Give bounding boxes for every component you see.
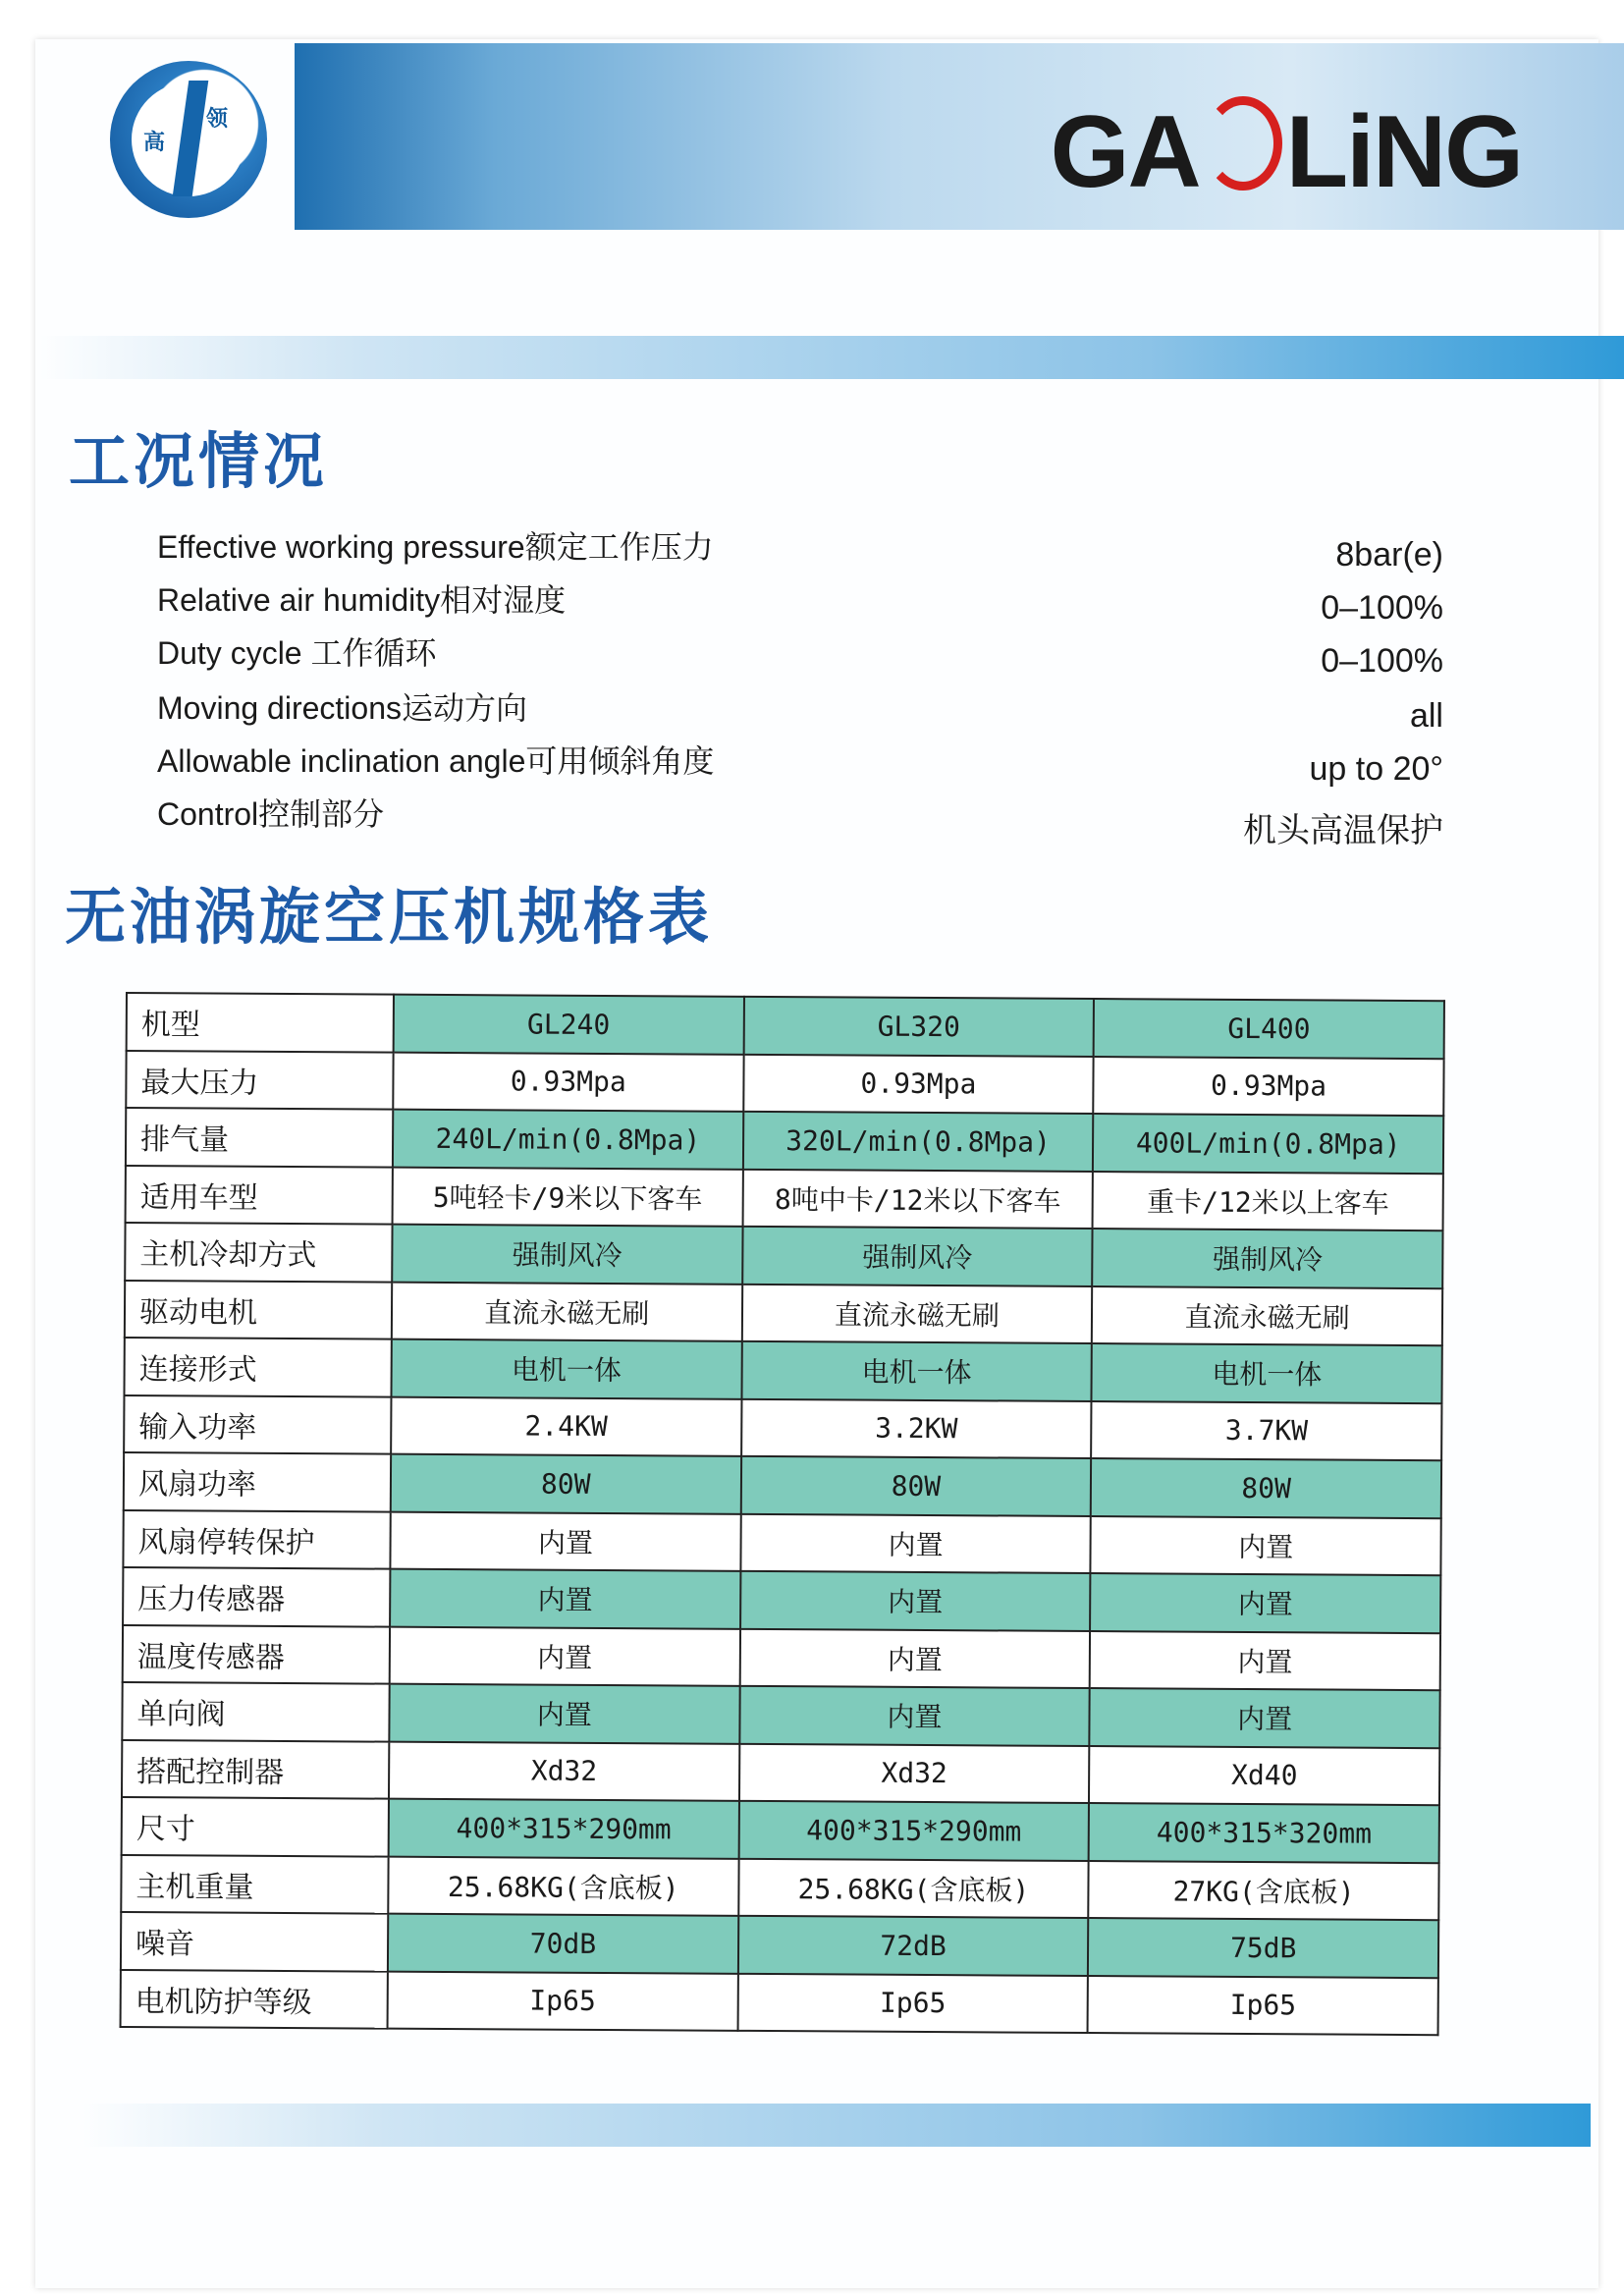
- spec-row-label: 输入功率: [124, 1394, 391, 1453]
- spec-row-label: 驱动电机: [125, 1281, 392, 1339]
- spec-cell: 直流永磁无刷: [392, 1282, 742, 1341]
- condition-label: Allowable inclination angle可用倾斜角度: [157, 743, 715, 779]
- spec-cell: 240L/min(0.8Mpa): [393, 1110, 743, 1170]
- spec-cell: 70dB: [388, 1914, 738, 1974]
- spec-cell: 3.2KW: [741, 1398, 1092, 1458]
- logo-char-ling: 领: [206, 106, 229, 132]
- spec-cell: 内置: [389, 1684, 739, 1744]
- spec-row: [124, 1394, 1441, 1460]
- spec-row-label: 排气量: [126, 1108, 393, 1167]
- condition-value: 8bar(e): [1335, 536, 1443, 574]
- spec-row-label: 搭配控制器: [122, 1739, 389, 1798]
- spec-row: [127, 993, 1444, 1059]
- spec-row: [121, 1854, 1438, 1920]
- spec-cell: 27KG(含底板): [1089, 1861, 1439, 1921]
- bottom-stripe: [82, 2104, 1591, 2147]
- spec-cell: 内置: [740, 1513, 1091, 1573]
- spec-cell: Xd32: [389, 1741, 739, 1801]
- spec-cell: 直流永磁无刷: [741, 1284, 1092, 1343]
- spec-row: [126, 1051, 1443, 1117]
- spec-cell: 直流永磁无刷: [1092, 1286, 1442, 1346]
- spec-cell: 320L/min(0.8Mpa): [743, 1112, 1094, 1172]
- spec-cell: 0.93Mpa: [393, 1052, 743, 1112]
- condition-row: [157, 784, 1443, 849]
- spec-cell: Ip65: [388, 1971, 738, 2031]
- spec-cell: GL320: [743, 997, 1094, 1057]
- spec-cell: 内置: [739, 1628, 1090, 1688]
- spec-row-label: 风扇停转保护: [123, 1509, 390, 1568]
- spec-row-label: 单向阀: [122, 1682, 389, 1741]
- spec-row-label: 机型: [127, 993, 394, 1052]
- spec-row: [123, 1567, 1440, 1633]
- logo-char-gao: 高: [143, 130, 166, 155]
- spec-row: [124, 1338, 1441, 1403]
- spec-row-label: 主机重量: [121, 1854, 388, 1913]
- spec-row-label: 噪音: [121, 1912, 388, 1971]
- spec-cell: 25.68KG(含底板): [388, 1856, 738, 1916]
- spec-cell: 2.4KW: [391, 1396, 741, 1456]
- spec-table: [120, 992, 1445, 2036]
- spec-row-label: 适用车型: [126, 1166, 393, 1225]
- top-stripe: [39, 336, 1624, 379]
- spec-row: [121, 1969, 1438, 2035]
- spec-cell: 重卡/12米以上客车: [1093, 1172, 1443, 1231]
- spec-row: [122, 1739, 1439, 1805]
- spec-row: [123, 1624, 1440, 1690]
- spec-row: [126, 1166, 1443, 1231]
- spec-row: [122, 1797, 1439, 1863]
- spec-cell: 72dB: [738, 1916, 1089, 1976]
- condition-row: [157, 623, 1443, 680]
- spec-cell: Ip65: [1088, 1976, 1438, 2036]
- condition-value: 0–100%: [1321, 642, 1443, 680]
- spec-cell: 3.7KW: [1091, 1401, 1441, 1461]
- spec-cell: 强制风冷: [1093, 1229, 1443, 1288]
- condition-label: Control控制部分: [157, 796, 385, 832]
- brand-part-1: GA: [1050, 95, 1200, 209]
- spec-cell: GL400: [1094, 999, 1444, 1059]
- spec-row-label: 压力传感器: [123, 1567, 390, 1626]
- spec-row-label: 最大压力: [126, 1051, 393, 1110]
- spec-row: [121, 1912, 1438, 1978]
- condition-row: [157, 517, 1443, 574]
- spec-cell: 80W: [740, 1456, 1091, 1516]
- spec-cell: 5吨轻卡/9米以下客车: [393, 1167, 743, 1227]
- condition-label: Relative air humidity相对湿度: [157, 582, 567, 618]
- spec-cell: Xd40: [1089, 1746, 1439, 1806]
- spec-row: [125, 1281, 1442, 1346]
- spec-cell: 内置: [1090, 1688, 1440, 1748]
- spec-cell: 内置: [390, 1569, 740, 1629]
- spec-cell: 内置: [390, 1511, 740, 1571]
- condition-value: 机头高温保护: [1243, 812, 1443, 849]
- spec-cell: 电机一体: [391, 1339, 741, 1399]
- spec-row-label: 风扇功率: [124, 1452, 391, 1511]
- spec-row-label: 电机防护等级: [121, 1969, 388, 2028]
- spec-row-label: 连接形式: [124, 1338, 391, 1396]
- condition-row: [157, 678, 1443, 735]
- spec-row: [126, 1108, 1443, 1174]
- spec-cell: 0.93Mpa: [1094, 1057, 1444, 1117]
- spec-cell: 400*315*320mm: [1089, 1803, 1439, 1863]
- spec-row-label: 尺寸: [122, 1797, 389, 1856]
- spec-row: [122, 1682, 1439, 1748]
- spec-cell: 0.93Mpa: [743, 1054, 1094, 1114]
- spec-cell: 400*315*290mm: [389, 1799, 739, 1859]
- spec-cell: 电机一体: [1092, 1343, 1442, 1403]
- spec-cell: 电机一体: [741, 1341, 1092, 1401]
- spec-cell: Ip65: [737, 1973, 1088, 2033]
- spec-cell: 内置: [390, 1626, 740, 1686]
- spec-cell: 80W: [1091, 1458, 1441, 1518]
- condition-value: 0–100%: [1321, 589, 1443, 627]
- brand-wordmark: [1050, 95, 1522, 209]
- condition-value: all: [1409, 697, 1443, 735]
- spec-cell: 80W: [391, 1454, 741, 1514]
- spec-cell: 400*315*290mm: [738, 1801, 1089, 1861]
- spec-row: [123, 1509, 1440, 1575]
- spec-cell: 内置: [1090, 1573, 1440, 1633]
- condition-value: up to 20°: [1309, 750, 1443, 788]
- spec-cell: 400L/min(0.8Mpa): [1093, 1114, 1443, 1174]
- brand-part-2: LiNG: [1285, 95, 1522, 209]
- spec-row: [124, 1452, 1441, 1518]
- condition-label: Duty cycle 工作循环: [157, 635, 437, 671]
- spec-row-label: 温度传感器: [123, 1624, 390, 1683]
- spec-cell: 内置: [1091, 1516, 1441, 1576]
- spec-cell: 8吨中卡/12米以下客车: [742, 1169, 1093, 1229]
- spec-cell: GL240: [394, 995, 744, 1055]
- spec-row-label: 主机冷却方式: [125, 1223, 392, 1282]
- spec-cell: 内置: [739, 1686, 1090, 1746]
- spec-row: [125, 1223, 1442, 1288]
- spec-title: 无油涡旋空压机规格表: [65, 881, 714, 953]
- condition-label: Moving directions运动方向: [157, 690, 528, 726]
- logo-icon: [110, 61, 267, 218]
- condition-label: Effective working pressure额定工作压力: [157, 529, 714, 565]
- condition-row: [157, 570, 1443, 627]
- brand-o-ring-icon: [1204, 96, 1282, 191]
- condition-row: [157, 731, 1443, 788]
- spec-cell: 75dB: [1088, 1918, 1438, 1978]
- spec-cell: 强制风冷: [742, 1227, 1093, 1286]
- conditions-title: 工况情况: [69, 425, 329, 497]
- spec-cell: Xd32: [739, 1743, 1090, 1803]
- spec-cell: 内置: [1090, 1631, 1440, 1691]
- spec-cell: 内置: [740, 1571, 1091, 1631]
- spec-cell: 强制风冷: [392, 1225, 742, 1285]
- spec-cell: 25.68KG(含底板): [738, 1858, 1089, 1918]
